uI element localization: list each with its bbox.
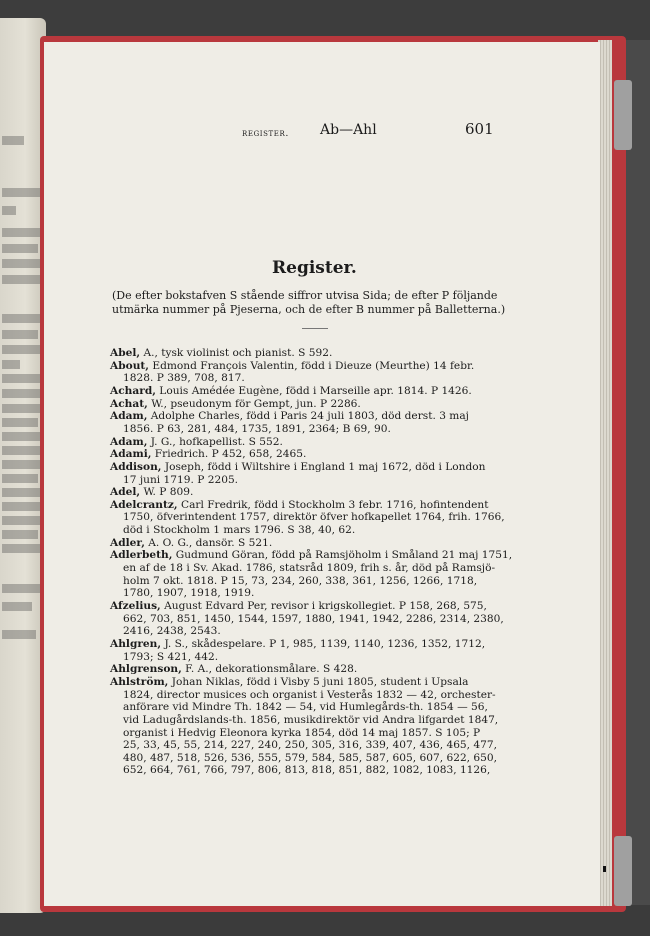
entry-text: J. G., hofkapellist. S 552. [147,435,283,448]
register-entry [110,499,489,512]
entry-text: August Edvard Per, revisor i krigskollegiet. P 158, 268, 575, [160,600,487,612]
entry-continuation: 1828. P 389, 708, 817. [123,372,245,385]
entry-text: W. P 809. [140,486,194,499]
register-entry [110,436,283,449]
entry-continuation: 1793; S 421, 442. [123,650,219,663]
register-entry [110,600,487,613]
entry-headword: Ahlström, [110,675,169,688]
entry-headword: Ahlgren, [110,637,162,650]
entry-text: Joseph, född i Wiltshire i England 1 maj 1672, död i London [161,460,486,473]
entry-continuation: 1824, director musices och organist i Vesterås 1832 — 42, orchester- [123,688,496,701]
clasp-top [614,80,632,150]
top-background [0,0,650,40]
entry-continuation: organist i Hedvig Eleonora kyrka 1854, död 14 maj 1857. S 105; P [123,726,481,739]
entry-text: Friedrich. P 452, 658, 2465. [151,448,307,461]
entry-headword: Adam, [110,435,148,448]
preface-line: (De efter bokstafven S stående siffror utvisa Sida; de efter P följande [112,289,498,302]
entry-headword: Adami, [110,448,152,461]
entry-continuation: 1780, 1907, 1918, 1919. [123,587,255,600]
entry-headword: Addison, [110,460,162,473]
entry-continuation: holm 7 okt. 1818. P 15, 73, 234, 260, 338, 361, 1256, 1266, 1718, [123,574,478,587]
entry-text: A., tysk violinist och pianist. S 592. [140,347,333,359]
entry-continuation: 17 juni 1719. P 2205. [123,473,239,486]
entry-text: Johan Niklas, född i Visby 5 juni 1805, student i Upsala [168,675,469,688]
entry-continuation: 662, 703, 851, 1450, 1544, 1597, 1880, 1941, 1942, 2286, 2314, 2380, [123,612,504,625]
entry-text: Carl Fredrik, född i Stockholm 3 febr. 1716, hofintendent [177,498,489,511]
page-mark [603,866,606,872]
register-entry [110,360,474,373]
entry-continuation: 1750, öfverintendent 1757, direktör öfver hofkapellet 1764, frih. 1766, [123,511,505,524]
entry-continuation: 1856. P 63, 281, 484, 1735, 1891, 2364; B 69, 90. [123,422,391,435]
entry-headword: Achard, [110,384,156,397]
entry-continuation: 25, 33, 45, 55, 214, 227, 240, 250, 305, 316, 339, 407, 436, 465, 477, [123,739,497,752]
register-entry [110,638,485,651]
entry-text: Edmond François Valentin, född i Dieuze (Meurthe) 14 febr. [148,359,475,372]
entry-headword: About, [110,359,149,372]
entry-continuation: 652, 664, 761, 766, 797, 806, 813, 818, 851, 882, 1082, 1083, 1126, [123,764,491,777]
entry-continuation: 480, 487, 518, 526, 536, 555, 579, 584, 585, 587, 605, 607, 622, 650, [123,751,498,764]
register-entry [110,410,469,423]
register-entry [110,448,306,461]
register-entry [110,398,361,411]
clasp-bottom [614,836,632,906]
entry-headword: Ahlgrenson, [110,663,182,676]
register-entry [110,385,472,398]
entry-headword: Abel, [110,347,141,359]
register-entry [110,461,485,474]
running-head-label: register. [242,128,290,139]
entry-headword: Adlerbeth, [110,549,173,562]
entry-continuation: 2416, 2438, 2543. [123,625,221,638]
entry-text: J. S., skådespelare. P 1, 985, 1139, 1140, 1236, 1352, 1712, [161,637,486,650]
entry-headword: Adler, [110,536,145,549]
entry-continuation: anförare vid Mindre Th. 1842 — 54, vid Humlegårds-th. 1854 — 56, [123,701,488,714]
entry-continuation: en af de 18 i Sv. Akad. 1786, statsråd 1809, frih s. år, död på Ramsjö- [123,562,496,574]
entry-headword: Adelcrantz, [110,498,178,511]
register-entry [110,486,193,499]
entry-text: A. O. G., dansör. S 521. [144,536,273,549]
entry-text: Gudmund Göran, född på Ramsjöholm i Småland 21 maj 1751, [172,549,513,562]
register-entry [110,549,512,562]
divider [302,328,328,329]
running-head-range: Ab—Ahl [320,122,377,138]
register-entry [110,537,272,550]
entry-headword: Adam, [110,410,148,423]
entry-headword: Achat, [110,397,148,410]
preface-line: utmärka nummer på Pjeserna, och de efter B nummer på Balletterna.) [112,303,506,316]
page-title: Register. [272,258,357,278]
entry-text: F. A., dekorationsmålare. S 428. [181,663,358,676]
entry-text: Louis Amédée Eugène, född i Marseille apr. 1814. P 1426. [155,384,472,397]
register-entry [110,676,468,689]
entry-text: Adolphe Charles, född i Paris 24 juli 1803, död derst. 3 maj [147,410,469,423]
register-entry [110,663,357,676]
page-number: 601 [465,120,494,138]
register-entry [110,347,332,360]
entry-continuation: vid Ladugårdslands-th. 1856, musikdirektör vid Andra lifgardet 1847, [123,713,499,726]
page-block-edge [598,40,612,906]
entry-text: W., pseudonym för Gempt, jun. P 2286. [147,397,361,410]
entry-headword: Adel, [110,486,141,499]
entry-headword: Afzelius, [110,600,161,612]
entry-continuation: död i Stockholm 1 mars 1796. S 38, 40, 62. [123,524,356,537]
